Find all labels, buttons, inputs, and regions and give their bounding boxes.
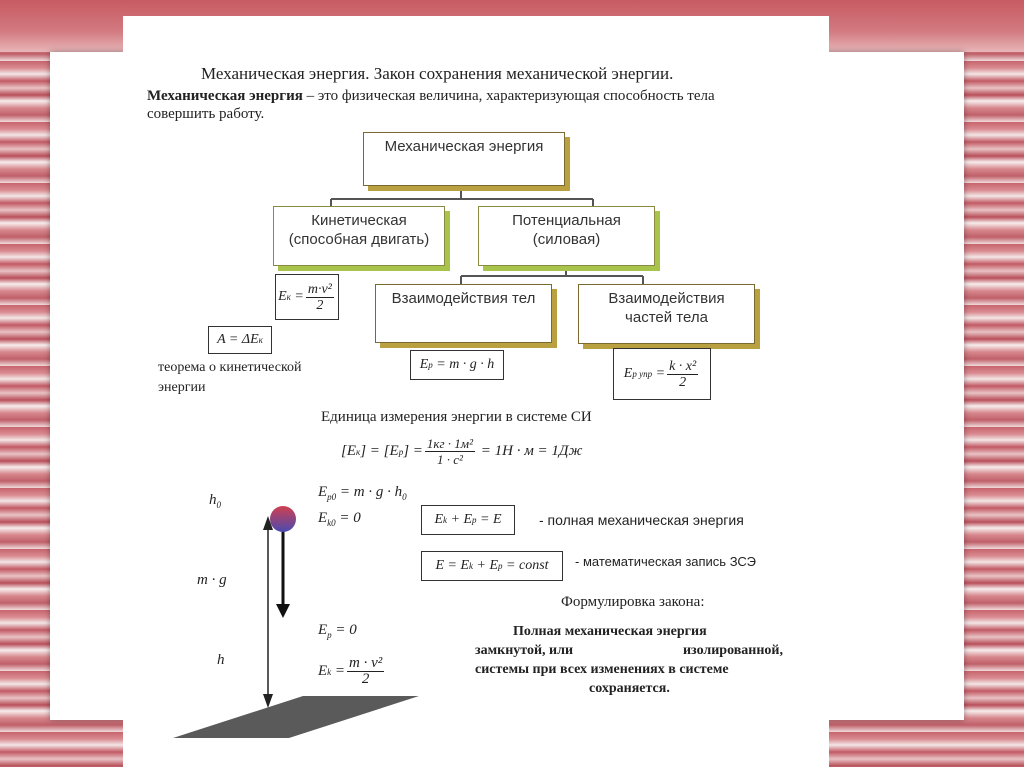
fall-ep0-sub: р0 xyxy=(327,492,337,502)
formula-work-text: A = ΔE xyxy=(217,332,259,347)
law-line-1: Полная механическая энергия xyxy=(513,624,707,639)
theorem-line-1: теорема о кинетической xyxy=(158,360,302,375)
fall-ek0-sub: k0 xyxy=(327,518,336,528)
unit-formula: [E к ] = [E р ] = $\frac{\text{1кг · 1м²}}{\text{1 · с²}}$ = 1Н · м = 1Дж xyxy=(341,436,583,467)
law-line-3: системы при всех изменениях в системе xyxy=(475,662,729,677)
formula-ek-sub: к xyxy=(286,292,291,302)
formula-epe-den: 2 xyxy=(679,374,687,390)
definition-line-2: совершить работу. xyxy=(147,106,265,122)
law-line-2b: изолированной, xyxy=(682,643,783,658)
law-line-4: сохраняется. xyxy=(589,681,670,696)
formula-potential-gravity: E р = m · g · h xyxy=(410,350,504,380)
unit-num: 1кг · 1м² xyxy=(426,436,474,451)
ball xyxy=(270,506,296,532)
formula-ek-symbol: E xyxy=(278,289,287,304)
ground-plane xyxy=(173,696,419,738)
formula-conservation-law: E = E k + E р = const xyxy=(421,551,563,581)
fall-ep-bottom-sub: р xyxy=(327,630,332,640)
label-h: h xyxy=(217,652,225,668)
label-force: m · g⃗ xyxy=(197,572,239,588)
box-potential-label: Потенциальная xyxy=(512,212,621,229)
height-arrow-down xyxy=(263,694,273,708)
box-kinetic-sublabel: (способная двигать) xyxy=(288,231,430,248)
box-interaction-parts-label: Взаимодействия xyxy=(608,290,725,307)
formula-epe-sub: р упр xyxy=(632,369,653,379)
unit-den: 1 · с² xyxy=(437,452,463,467)
formula-potential-elastic: E р упр = $\frac{\text{k · x²}}{2}$ xyxy=(613,348,711,400)
theorem-line-2: энергии xyxy=(158,380,206,395)
formula-work-sub: к xyxy=(258,335,263,345)
fall-ek-bottom: E k = $\frac{\text{m · v²}}{2}$ xyxy=(318,655,383,687)
law-heading: Формулировка закона: xyxy=(561,594,705,610)
box-kinetic-label: Кинетическая xyxy=(311,212,407,229)
box-potential-sublabel: (силовая) xyxy=(532,231,601,248)
definition-term: Механическая энергия xyxy=(147,88,303,104)
fall-ep-bottom-rhs: = 0 xyxy=(335,622,357,638)
label-h0-text: h xyxy=(209,492,217,508)
unit-heading: Единица измерения энергии в системе СИ xyxy=(321,409,592,425)
fall-ek-bottom-fraction xyxy=(347,656,384,687)
definition-rest: – это физическая величина, характеризующая способность тела xyxy=(302,88,715,104)
law-line-2 xyxy=(475,643,783,659)
conservation-law-desc: - математическая запись ЗСЭ xyxy=(575,554,756,569)
fall-ek-bottom-sub: k xyxy=(327,666,332,677)
unit-mid: ] = [E xyxy=(360,443,399,459)
unit-lhs: [E xyxy=(341,443,356,459)
formula-epg-symbol: E xyxy=(419,357,429,372)
fall-ek-bottom-symbol: E xyxy=(318,663,328,679)
formula-full-energy-rhs: E xyxy=(492,512,502,527)
formula-law-lhs: E = E xyxy=(435,558,470,573)
fall-ek0-symbol: E xyxy=(318,510,328,526)
fall-ep0 xyxy=(318,484,407,502)
document-page xyxy=(123,16,829,767)
box-mechanical-energy-label: Механическая энергия xyxy=(384,138,544,155)
formula-ek-den: 2 xyxy=(316,297,324,313)
formula-kinetic-energy: E к = $\frac{\text{m·v²}}{2}$ xyxy=(275,274,339,320)
fall-ep-bottom-symbol: E xyxy=(318,622,328,638)
gravity-arrow-head xyxy=(276,604,290,618)
law-line-2a: замкнутой, или xyxy=(475,643,574,658)
box-interaction-parts-sublabel: частей тела xyxy=(625,309,708,326)
formula-full-energy: E k + E р = E xyxy=(421,505,515,535)
fall-ek0-rhs: = 0 xyxy=(339,510,361,526)
full-energy-desc: - полная механическая энергия xyxy=(539,512,744,528)
fall-ep0-rhs: = m · g · h xyxy=(339,484,403,500)
fall-ek0 xyxy=(318,510,361,528)
page-title: Механическая энергия. Закон сохранения механической энергии. xyxy=(201,64,674,83)
formula-epe-num: k · x² xyxy=(669,358,697,374)
fall-ep-bottom xyxy=(318,622,357,640)
unit-rhs: = 1Н · м = 1Дж xyxy=(480,443,583,459)
formula-ek-num: m·v² xyxy=(307,281,332,297)
fall-ep0-symbol: E xyxy=(318,484,328,500)
fall-ep0-rhs-sub: 0 xyxy=(402,492,407,502)
box-interaction-bodies-label: Взаимодействия тел xyxy=(391,290,536,307)
label-h0-sub: 0 xyxy=(216,500,221,510)
fall-ek-bottom-num: m · v² xyxy=(349,655,383,671)
formula-epg-rhs: = m · g · h xyxy=(436,357,495,372)
fall-ek-bottom-den: 2 xyxy=(361,671,370,687)
